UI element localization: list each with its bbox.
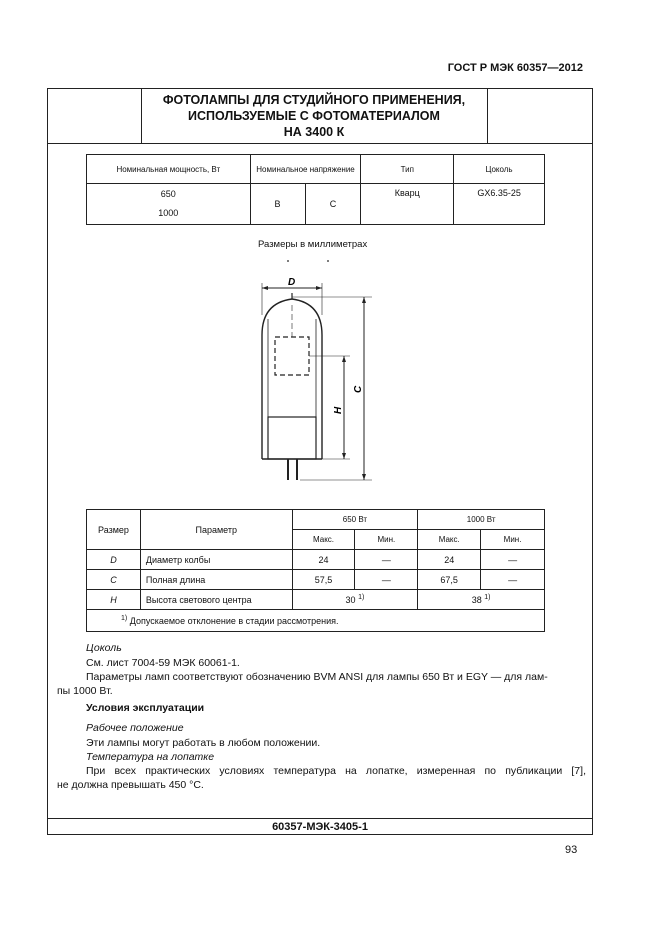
table-footnote [87, 610, 545, 632]
row-symbol: H [87, 590, 141, 610]
d-arrow-left [262, 286, 268, 290]
position-text: Эти лампы могут работать в любом положении. [86, 737, 321, 749]
label-c: C [353, 385, 364, 393]
row-parameter: Диаметр колбы [140, 550, 292, 570]
row-min-1000: — [481, 570, 545, 590]
lamp-spec-table [86, 154, 545, 225]
header-1000w: 1000 Вт [418, 510, 545, 530]
row-parameter: Высота светового центра [140, 590, 292, 610]
page-number: 93 [565, 844, 578, 856]
row-parameter: Полная длина [140, 570, 292, 590]
params-line1: Параметры ламп соответствуют обозначению BVM ANSI для лампы 650 Вт и EGY — для лам- [86, 671, 548, 683]
standard-number: ГОСТ Р МЭК 60357—2012 [447, 62, 583, 74]
header-voltage: Номинальное напряжение [250, 155, 361, 184]
filament-box [275, 337, 309, 375]
header-parameter: Параметр [140, 510, 292, 550]
footer-divider [47, 818, 593, 819]
drawing-caption: Размеры в миллиметрах [258, 239, 368, 250]
row-max-1000: 24 [418, 550, 481, 570]
power-1000: 1000 [158, 208, 179, 218]
row-max-1000: 67,5 [418, 570, 481, 590]
dimensions-table [86, 509, 545, 632]
position-title: Рабочее положение [86, 722, 184, 734]
params-line2: пы 1000 Вт. [57, 685, 113, 697]
temperature-line2: не должна превышать 450 °C. [57, 779, 204, 791]
header-650w: 650 Вт [292, 510, 418, 530]
header-divider [47, 143, 593, 144]
note-mark: 1) [121, 615, 128, 622]
dot-mark [287, 260, 289, 262]
label-d: D [288, 277, 296, 288]
header-min: Мин. [355, 530, 418, 550]
table-row [87, 570, 545, 590]
header-right-divider [487, 88, 488, 143]
row-h-1000 [418, 590, 545, 610]
h-arrow-bottom [342, 453, 346, 459]
row-h-650 [292, 590, 418, 610]
row-max-650: 57,5 [292, 570, 355, 590]
row-min-650: — [355, 550, 418, 570]
lamp-base: GX6.35-25 [454, 184, 545, 225]
pinch-seal [268, 417, 316, 459]
power-650: 650 [160, 189, 176, 199]
d-arrow-right [316, 286, 322, 290]
header-base: Цоколь [454, 155, 545, 184]
row-symbol: C [87, 570, 141, 590]
note-mark: 1) [484, 594, 491, 601]
title-line: НА 3400 К [283, 125, 345, 139]
h-arrow-top [342, 356, 346, 362]
note-text: Допускаемое отклонение в стадии рассмотрения. [129, 616, 339, 626]
temperature-title: Температура на лопатке [86, 751, 215, 763]
header-type: Тип [361, 155, 454, 184]
row-symbol: D [87, 550, 141, 570]
row-min-1000: — [481, 550, 545, 570]
voltage-c: C [305, 184, 361, 225]
power-values [87, 184, 251, 225]
title-line: ИСПОЛЬЗУЕМЫЕ С ФОТОМАТЕРИАЛОМ [188, 109, 440, 123]
lamp-type: Кварц [361, 184, 454, 225]
temperature-line1: При всех практических условиях температура на лопатке, измеренная по публикации [7], [86, 765, 586, 777]
sheet-code: 60357-МЭК-3405-1 [272, 821, 368, 833]
dot-mark [327, 260, 329, 262]
label-h: H [333, 406, 344, 414]
table-row [87, 550, 545, 570]
title-line: ФОТОЛАМПЫ ДЛЯ СТУДИЙНОГО ПРИМЕНЕНИЯ, [162, 93, 466, 107]
base-ref: См. лист 7004-59 МЭК 60061-1. [86, 657, 240, 669]
row-min-650: — [355, 570, 418, 590]
header-max: Макс. [418, 530, 481, 550]
voltage-b: B [250, 184, 305, 225]
row-max-650: 24 [292, 550, 355, 570]
header-min: Мин. [481, 530, 545, 550]
c-arrow-top [362, 297, 366, 303]
note-mark: 1) [358, 594, 365, 601]
c-arrow-bottom [362, 474, 366, 480]
sheet-title [141, 92, 487, 140]
header-size: Размер [87, 510, 141, 550]
h-650-value: 30 [345, 595, 356, 605]
table-row [87, 590, 545, 610]
lamp-drawing [240, 255, 380, 490]
header-max: Макс. [292, 530, 355, 550]
header-power: Номинальная мощность, Вт [87, 155, 251, 184]
base-title: Цоколь [86, 642, 122, 654]
h-1000-value: 38 [471, 595, 482, 605]
conditions-title: Условия эксплуатации [86, 702, 205, 714]
